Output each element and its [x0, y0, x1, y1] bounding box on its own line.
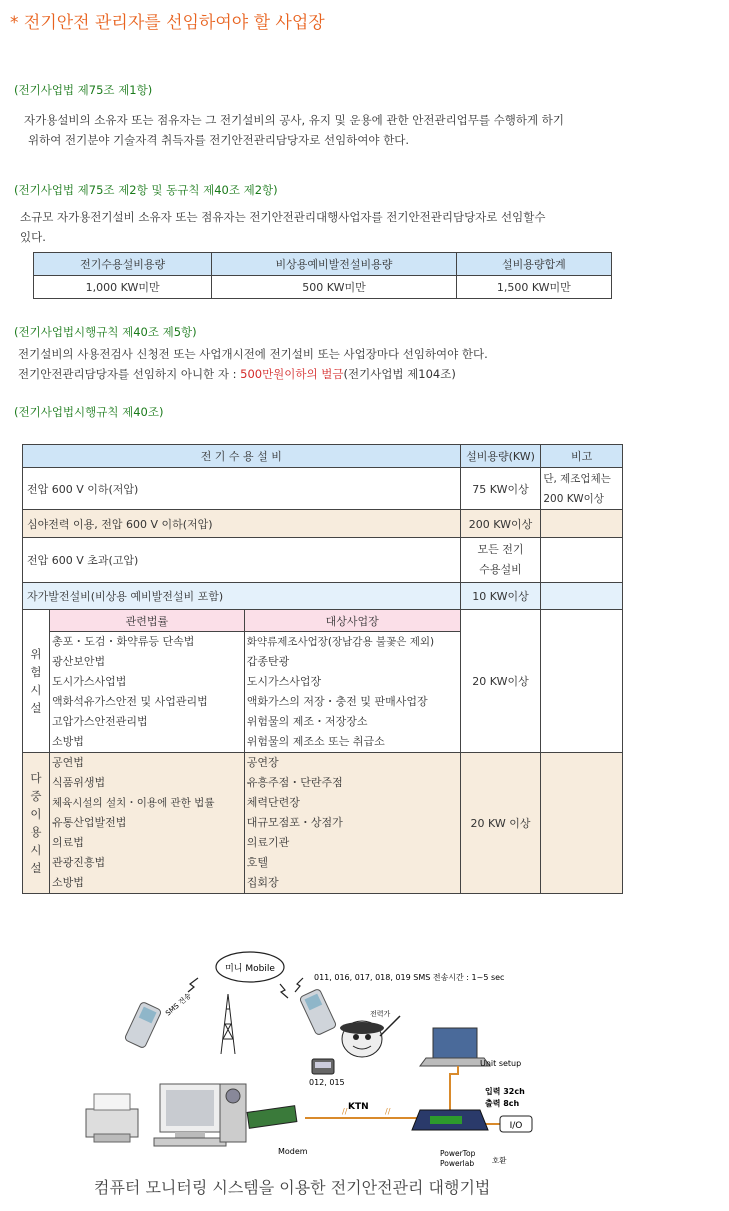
note-line: 단, 제조업체는 [543, 472, 611, 485]
list-item: 갑종탄광 [246, 655, 290, 668]
table-cell [541, 510, 623, 538]
sub-header: 관련법률 [49, 610, 244, 632]
list-item: 액화석유가스안전 및 사업관리법 [51, 695, 208, 708]
table-header: 설비용량(KW) [460, 445, 541, 468]
capacity-line: 수용설비 [479, 563, 522, 576]
section-text [20, 207, 620, 247]
list-item: 유흥주점・단란주점 [246, 776, 343, 789]
table-cell [541, 583, 623, 610]
label-char: 위 [30, 647, 42, 661]
section-text [24, 110, 624, 150]
diagram-caption: 컴퓨터 모니터링 시스템을 이용한 전기안전관리 대행기법 [94, 1178, 491, 1197]
table-cell: 20 KW 이상 [460, 753, 541, 894]
list-item: 의료법 [51, 836, 84, 849]
table-cell: 전압 600 V 이하(저압) [23, 468, 461, 510]
table-cell: 전압 600 V 초과(고압) [23, 538, 461, 583]
text-line: 위하여 전기분야 기술자격 취득자를 전기안전관리담당자로 선임하여야 한다. [28, 133, 410, 147]
table-cell [460, 538, 541, 583]
table-header: 설비용량합계 [456, 253, 611, 276]
list-item: 관광진흥법 [51, 856, 106, 869]
list-item: 광산보안법 [51, 655, 106, 668]
list-item: 소방법 [51, 735, 84, 748]
mobile-phone-icon [124, 1001, 162, 1048]
law-reference: (전기사업법 제75조 제1항) [14, 83, 153, 97]
list-item: 체육시설의 설치・이용에 관한 법률 [51, 797, 215, 809]
list-item: 화약류제조사업장(장남감용 불꽃은 제외) [246, 636, 435, 648]
pc-tower-icon [220, 1084, 246, 1142]
table-cell: 10 KW이상 [460, 583, 541, 610]
diagram-label: 011, 016, 017, 018, 019 SMS 전송시간 : 1~5 sec [314, 973, 505, 982]
text-line [18, 364, 638, 384]
list-item: 의료기관 [246, 836, 290, 849]
diagram-label: 전력가 [370, 1010, 391, 1018]
printer-icon [86, 1094, 138, 1142]
law-list [49, 632, 244, 753]
computer-monitor-icon [154, 1084, 226, 1146]
diagram-label: 호환 [492, 1156, 507, 1165]
law-list [49, 753, 244, 894]
text-line: 있다. [20, 230, 46, 244]
diagram-label: PowerTop [440, 1149, 476, 1158]
law-reference: (전기사업법시행규칙 제40조) [14, 405, 164, 419]
label-char: 설 [30, 701, 42, 715]
pager-screen-icon [315, 1062, 331, 1068]
signal-icon [188, 978, 198, 992]
capacity-table [33, 252, 612, 299]
diagram-label: Unit setup [480, 1059, 522, 1068]
diagram-label: Powerlab [440, 1159, 475, 1168]
line-break-mark: // [385, 1107, 391, 1116]
table-header: 전 기 수 용 설 비 [23, 445, 461, 468]
category-label [23, 610, 50, 753]
diagram-label: I/O [509, 1121, 523, 1131]
text-span: 전기안전관리담당자를 선임하지 아니한 자 : [18, 367, 241, 381]
facility-table [22, 444, 623, 894]
list-item: 총포・도검・화약류등 단속법 [51, 635, 195, 648]
site-list [244, 632, 460, 753]
page-title: * 전기안전 관리자를 선임하여야 할 사업장 [10, 13, 325, 33]
capacity-line: 모든 전기 [477, 543, 524, 556]
section-text [18, 344, 638, 384]
list-item: 공연법 [51, 756, 84, 769]
antenna-tower-icon [221, 994, 235, 1054]
diagram-label: 012, 015 [309, 1078, 345, 1087]
signal-icon [280, 984, 288, 998]
label-char: 설 [30, 861, 42, 875]
text-span: (전기사업법 제104조) [343, 367, 456, 381]
table-cell: 자가발전설비(비상용 예비발전설비 포함) [23, 583, 461, 610]
table-header: 비상용예비발전설비용량 [212, 253, 456, 276]
table-cell: 심야전력 이용, 전압 600 V 이하(저압) [23, 510, 461, 538]
signal-icon [295, 978, 303, 992]
list-item: 도시가스사업장 [246, 675, 322, 688]
table-cell [541, 610, 623, 753]
diagram-label: 입력 32ch [485, 1087, 525, 1096]
table-cell [541, 753, 623, 894]
list-item: 위험물의 제조소 또는 취급소 [246, 735, 385, 748]
table-cell: 500 KW미만 [212, 276, 456, 299]
list-item: 공연장 [246, 756, 279, 769]
table-cell [541, 468, 623, 510]
monitoring-system-diagram [80, 944, 535, 1169]
table-cell: 75 KW이상 [460, 468, 541, 510]
table-cell [541, 538, 623, 583]
list-item: 소방법 [51, 876, 84, 889]
category-label [23, 753, 50, 894]
label-char: 시 [30, 683, 42, 697]
list-item: 위험물의 제조・저장장소 [246, 715, 368, 728]
list-item: 체력단련장 [246, 796, 300, 809]
diagram-label: SMS 전송 [164, 991, 193, 1018]
label-char: 시 [30, 843, 42, 857]
list-item: 고압가스안전관리법 [51, 715, 148, 728]
diagram-label: KTN [348, 1102, 369, 1112]
diagram-label: 출력 8ch [485, 1099, 520, 1108]
list-item: 액화가스의 저장・충전 및 판매사업장 [246, 695, 428, 708]
line-break-mark: // [342, 1107, 348, 1116]
list-item: 식품위생법 [51, 776, 106, 789]
table-cell: 20 KW이상 [460, 610, 541, 753]
note-line: 200 KW이상 [543, 492, 604, 505]
diagram-label: Modem [278, 1147, 308, 1156]
list-item: 집회장 [246, 876, 279, 889]
modem-card-icon [247, 1106, 297, 1129]
list-item: 유통산업발전법 [51, 816, 127, 829]
table-cell: 1,000 KW미만 [34, 276, 212, 299]
site-list [244, 753, 460, 894]
label-char: 용 [30, 825, 42, 839]
label-char: 다 [30, 771, 42, 785]
text-line: 전기설비의 사용전검사 신청전 또는 사업개시전에 전기설비 또는 사업장마다 선임하여야 한다. [18, 347, 488, 361]
sub-header: 대상사업장 [244, 610, 460, 632]
list-item: 도시가스사업법 [51, 675, 127, 688]
label-char: 험 [30, 665, 42, 679]
penalty-text: 500만원이하의 벌금 [240, 367, 344, 381]
law-reference: (전기사업법시행규칙 제40조 제5항) [14, 325, 197, 339]
text-line: 소규모 자가용전기설비 소유자 또는 점유자는 전기안전관리대행사업자를 전기안전관리담당자로 선임할수 [20, 210, 546, 224]
table-cell: 1,500 KW미만 [456, 276, 611, 299]
list-item: 대규모점포・상점가 [246, 816, 343, 829]
label-char: 중 [30, 789, 42, 803]
monitoring-unit-icon [412, 1110, 488, 1130]
list-item: 호텔 [246, 856, 269, 869]
mobile-phone-icon [299, 988, 337, 1035]
law-reference: (전기사업법 제75조 제2항 및 동규칙 제40조 제2항) [14, 183, 278, 197]
table-header: 비고 [541, 445, 623, 468]
text-line: 자가용설비의 소유자 또는 점유자는 그 전기설비의 공사, 유지 및 운용에 관한 안전관리업무를 수행하게 하기 [24, 113, 564, 127]
connection-line [450, 1066, 458, 1114]
diagram-label: 미니 Mobile [225, 964, 275, 974]
label-char: 이 [30, 807, 42, 821]
table-header: 전기수용설비용량 [34, 253, 212, 276]
mascot-character-icon [340, 1016, 400, 1057]
table-cell: 200 KW이상 [460, 510, 541, 538]
